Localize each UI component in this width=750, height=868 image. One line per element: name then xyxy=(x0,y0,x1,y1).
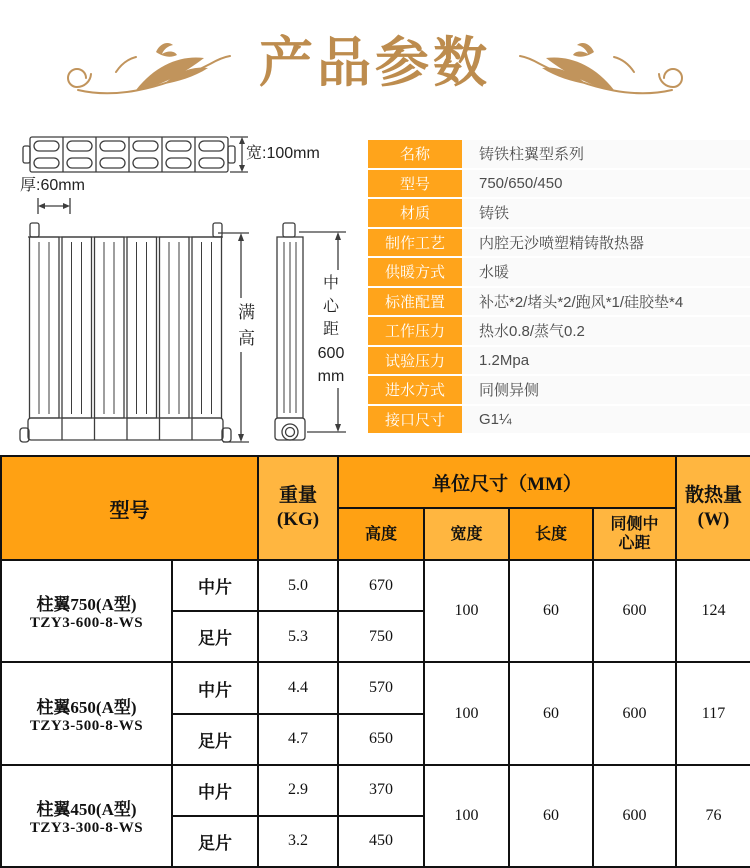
spec-value: 铸铁柱翼型系列 xyxy=(462,140,750,168)
spec-row xyxy=(368,288,750,316)
header xyxy=(0,0,750,115)
height-value: 670 xyxy=(338,560,424,611)
spec-label: 制作工艺 xyxy=(368,229,462,257)
model-cell xyxy=(1,765,172,867)
spec-label: 进水方式 xyxy=(368,376,462,404)
spec-value: 补芯*2/堵头*2/跑风*1/硅胶垫*4 xyxy=(462,288,750,316)
radiator-top-view xyxy=(23,137,235,172)
width-value: 100 xyxy=(424,765,509,867)
spec-row xyxy=(368,317,750,345)
dimension-thickness xyxy=(38,198,70,214)
header-length: 长度 xyxy=(509,508,593,560)
weight-value: 5.3 xyxy=(258,611,338,662)
height-value: 750 xyxy=(338,611,424,662)
spec-label: 标准配置 xyxy=(368,288,462,316)
spec-row xyxy=(368,170,750,198)
piece-type: 足片 xyxy=(172,714,258,765)
spec-label: 试验压力 xyxy=(368,347,462,375)
spec-table xyxy=(368,140,750,433)
center-distance-dimension-label: 中 心 距 600 mm xyxy=(317,275,345,385)
piece-type: 中片 xyxy=(172,662,258,713)
spec-label: 供暖方式 xyxy=(368,258,462,286)
spec-row xyxy=(368,406,750,434)
piece-type: 足片 xyxy=(172,611,258,662)
center-distance-value: 600 xyxy=(593,560,676,662)
table-row xyxy=(1,560,750,611)
spec-label: 工作压力 xyxy=(368,317,462,345)
center-distance-value: 600 xyxy=(593,662,676,764)
spec-row xyxy=(368,258,750,286)
header-weight-line2: (KG) xyxy=(276,509,320,531)
header-height: 高度 xyxy=(338,508,424,560)
spec-label: 名称 xyxy=(368,140,462,168)
weight-value: 3.2 xyxy=(258,816,338,867)
header-unit-size: 单位尺寸（MM） xyxy=(338,456,676,508)
header-weight-line1: 重量 xyxy=(278,485,317,507)
spec-row xyxy=(368,140,750,168)
height-value: 570 xyxy=(338,662,424,713)
model-name: 柱翼450(A型) xyxy=(36,799,137,819)
table-row xyxy=(1,765,750,816)
radiator-front-view xyxy=(20,223,231,442)
spec-value: 内腔无沙喷塑精铸散热器 xyxy=(462,229,750,257)
spec-row xyxy=(368,347,750,375)
spec-label: 接口尺寸 xyxy=(368,406,462,434)
spec-row xyxy=(368,199,750,227)
spec-row xyxy=(368,376,750,404)
page-title: 产品参数 xyxy=(259,31,491,94)
header-heat-output xyxy=(676,456,750,560)
spec-value: 同侧异侧 xyxy=(462,376,750,404)
width-dimension-label: 宽:100mm xyxy=(246,145,320,162)
length-value: 60 xyxy=(509,560,593,662)
radiator-drawing xyxy=(8,120,360,455)
model-cell xyxy=(1,662,172,764)
spec-label: 型号 xyxy=(368,170,462,198)
thickness-dimension-label: 厚:60mm xyxy=(20,177,85,194)
model-code: TZY3-600-8-WS xyxy=(29,615,144,632)
model-cell xyxy=(1,560,172,662)
header-weight xyxy=(258,456,338,560)
flourish-right-icon xyxy=(518,38,686,98)
model-name: 柱翼650(A型) xyxy=(36,697,137,717)
center-distance-value: 600 xyxy=(593,765,676,867)
header-heat-line1: 散热量 xyxy=(684,485,742,507)
radiator-side-view xyxy=(275,223,305,440)
piece-type: 中片 xyxy=(172,560,258,611)
weight-value: 4.4 xyxy=(258,662,338,713)
header-width: 宽度 xyxy=(424,508,509,560)
length-value: 60 xyxy=(509,662,593,764)
model-code: TZY3-300-8-WS xyxy=(29,819,144,836)
heat-output-value: 124 xyxy=(676,560,750,662)
heat-output-value: 117 xyxy=(676,662,750,764)
height-value: 650 xyxy=(338,714,424,765)
radiator-diagram xyxy=(8,120,360,455)
spec-label: 材质 xyxy=(368,199,462,227)
full-height-dimension-label: 满高 xyxy=(238,303,255,348)
piece-type: 足片 xyxy=(172,816,258,867)
spec-value: 1.2Mpa xyxy=(462,347,750,375)
spec-value: 水暖 xyxy=(462,258,750,286)
spec-value: G1¼ xyxy=(462,406,750,434)
table-row xyxy=(1,662,750,713)
weight-value: 5.0 xyxy=(258,560,338,611)
length-value: 60 xyxy=(509,765,593,867)
model-code: TZY3-500-8-WS xyxy=(29,717,144,734)
heat-output-value: 76 xyxy=(676,765,750,867)
model-name: 柱翼750(A型) xyxy=(36,595,137,615)
header-model: 型号 xyxy=(1,456,258,560)
spec-value: 热水0.8/蒸气0.2 xyxy=(462,317,750,345)
header-same-side-center: 同侧中心距 xyxy=(593,508,676,560)
spec-value: 750/650/450 xyxy=(462,170,750,198)
size-table xyxy=(0,455,750,868)
piece-type: 中片 xyxy=(172,765,258,816)
weight-value: 4.7 xyxy=(258,714,338,765)
width-value: 100 xyxy=(424,662,509,764)
weight-value: 2.9 xyxy=(258,765,338,816)
width-value: 100 xyxy=(424,560,509,662)
spec-row xyxy=(368,229,750,257)
height-value: 370 xyxy=(338,765,424,816)
height-value: 450 xyxy=(338,816,424,867)
header-heat-line2: (W) xyxy=(697,509,730,531)
spec-value: 铸铁 xyxy=(462,199,750,227)
